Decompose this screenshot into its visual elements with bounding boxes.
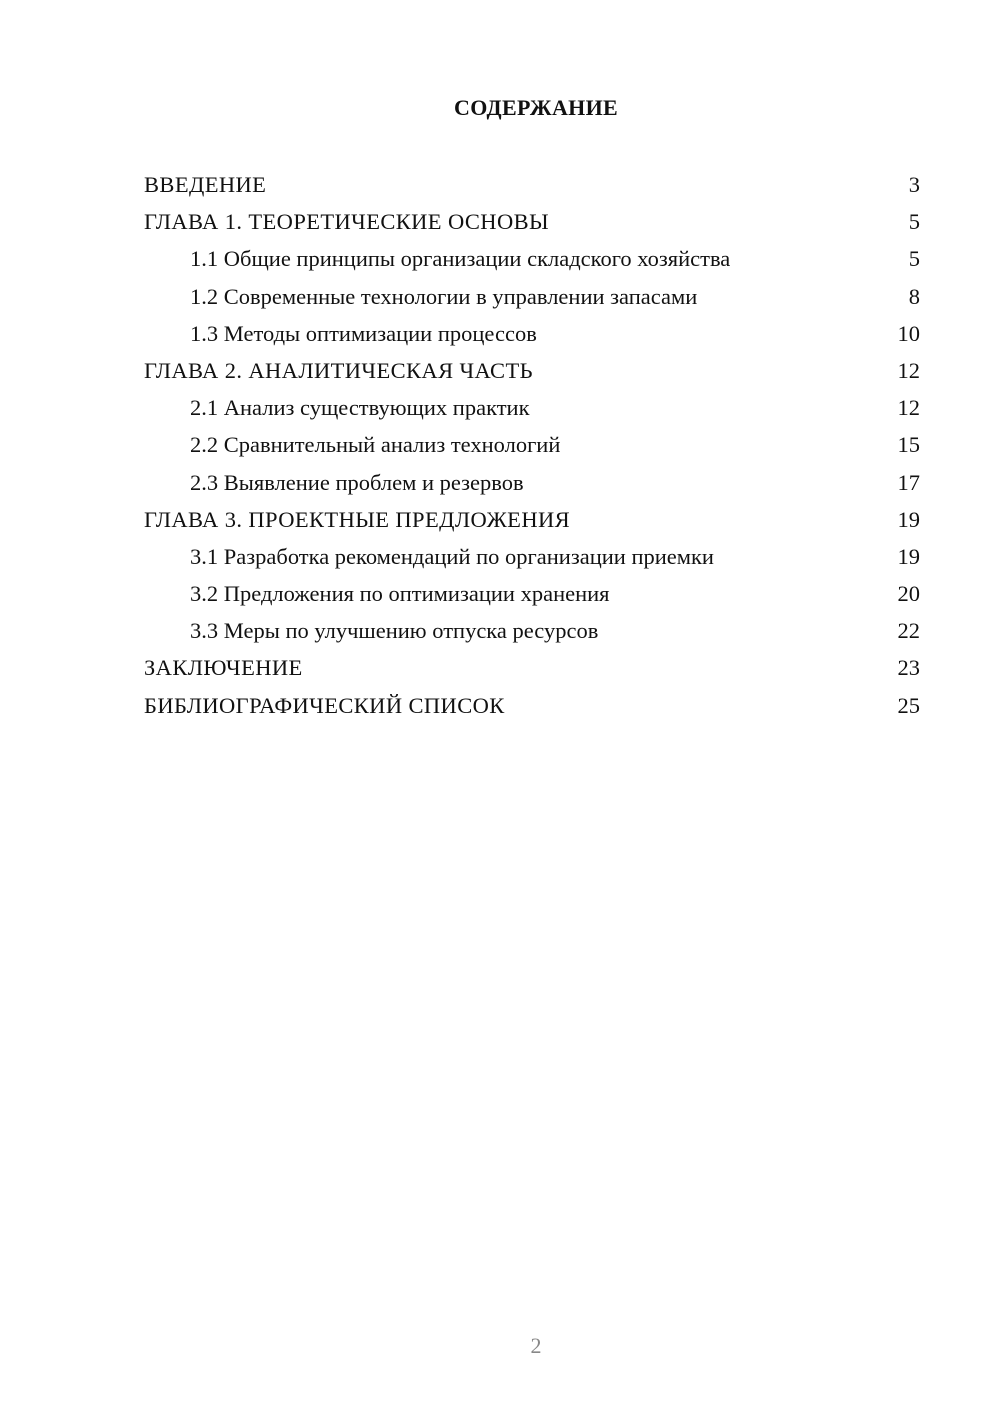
toc-entry-page: 12 <box>897 357 920 383</box>
toc-entry-page: 23 <box>897 655 920 681</box>
toc-entry-label: 1.1 Общие принципы организации складского хозяйства <box>190 246 731 272</box>
toc-entry-section-2-1[interactable] <box>144 389 920 426</box>
toc-entry-page: 19 <box>897 506 920 532</box>
toc-entry-chapter-2[interactable] <box>144 352 920 389</box>
toc-entry-page: 19 <box>897 543 920 569</box>
toc-entry-section-1-2[interactable] <box>144 278 920 315</box>
page-number: 2 <box>530 1333 542 1358</box>
toc-entry-section-3-1[interactable] <box>144 538 920 575</box>
toc-entry-label: ЗАКЛЮЧЕНИЕ <box>144 655 303 681</box>
toc-entry-bibliography[interactable] <box>144 687 920 724</box>
table-of-contents <box>144 166 920 724</box>
toc-entry-introduction[interactable] <box>144 166 920 203</box>
toc-entry-page: 15 <box>897 432 920 458</box>
toc-entry-label: ВВЕДЕНИЕ <box>144 172 267 197</box>
toc-entry-conclusion[interactable] <box>144 649 920 686</box>
toc-entry-label: 2.2 Сравнительный анализ технологий <box>190 432 561 458</box>
toc-entry-label: 3.3 Меры по улучшению отпуска ресурсов <box>190 618 599 644</box>
toc-entry-page: 5 <box>908 209 920 235</box>
toc-entry-label: 3.1 Разработка рекомендаций по организации приемки <box>190 543 714 569</box>
toc-entry-chapter-3[interactable] <box>144 501 920 538</box>
toc-entry-label: 2.3 Выявление проблем и резервов <box>190 469 524 495</box>
toc-entry-section-2-3[interactable] <box>144 464 920 501</box>
toc-entry-label: ГЛАВА 2. АНАЛИТИЧЕСКАЯ ЧАСТЬ <box>144 357 533 383</box>
toc-entry-page: 5 <box>908 246 920 272</box>
toc-entry-section-1-3[interactable] <box>144 315 920 352</box>
toc-entry-page: 25 <box>897 692 920 718</box>
page-title: СОДЕРЖАНИЕ <box>454 95 618 120</box>
toc-entry-chapter-1[interactable] <box>144 203 920 240</box>
toc-entry-page: 3 <box>908 172 920 197</box>
toc-entry-section-1-1[interactable] <box>144 240 920 277</box>
toc-entry-section-3-3[interactable] <box>144 612 920 649</box>
toc-entry-page: 22 <box>897 618 920 644</box>
toc-entry-page: 10 <box>897 320 920 346</box>
toc-entry-label: ГЛАВА 3. ПРОЕКТНЫЕ ПРЕДЛОЖЕНИЯ <box>144 506 571 532</box>
toc-entry-label: 1.3 Методы оптимизации процессов <box>190 320 537 346</box>
toc-entry-label: 3.2 Предложения по оптимизации хранения <box>190 581 610 607</box>
toc-entry-label: 1.2 Современные технологии в управлении запасами <box>190 283 698 309</box>
toc-entry-page: 20 <box>897 581 920 607</box>
toc-entry-section-3-2[interactable] <box>144 575 920 612</box>
toc-entry-label: 2.1 Анализ существующих практик <box>190 395 530 421</box>
toc-entry-label: БИБЛИОГРАФИЧЕСКИЙ СПИСОК <box>144 692 505 718</box>
toc-entry-page: 17 <box>897 469 920 495</box>
toc-entry-page: 12 <box>897 395 920 421</box>
toc-entry-label: ГЛАВА 1. ТЕОРЕТИЧЕСКИЕ ОСНОВЫ <box>144 209 550 235</box>
toc-entry-section-2-2[interactable] <box>144 426 920 463</box>
toc-entry-page: 8 <box>908 283 920 309</box>
